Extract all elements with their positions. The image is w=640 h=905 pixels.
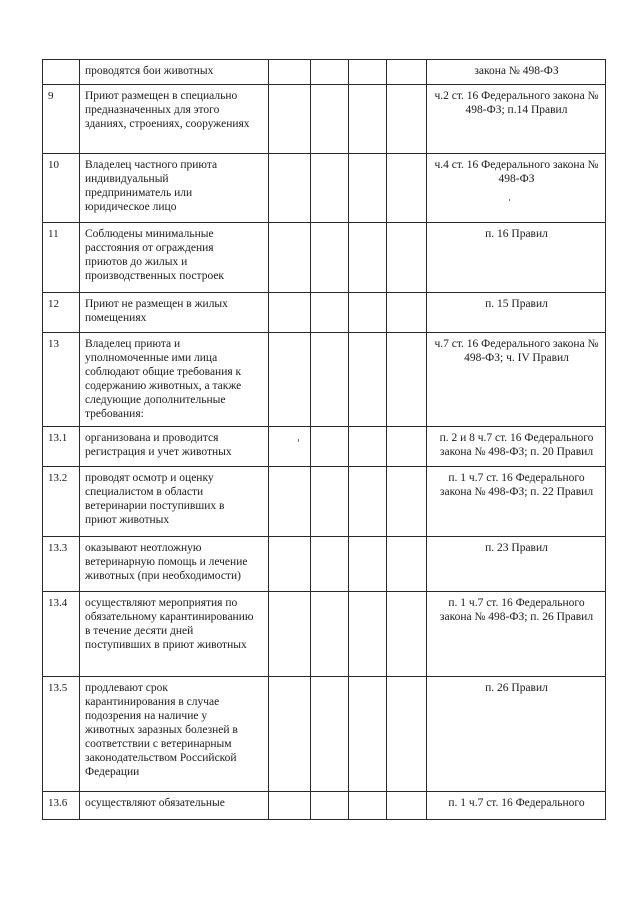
check-no-cell [311, 467, 349, 537]
requirement-cell [80, 85, 269, 154]
table-row [43, 467, 606, 537]
reference-text: п. 1 ч.7 ст. 16 Федерального [448, 797, 585, 809]
reference-text: закона № 498-ФЗ [474, 65, 559, 77]
check-no-cell [311, 223, 349, 293]
check-yes-cell [269, 592, 311, 677]
reference-cell [427, 427, 606, 467]
notes-cell [387, 333, 427, 427]
requirement-text: проводятся бои животных [85, 65, 214, 77]
table-row [43, 85, 606, 154]
row-number: 13.2 [43, 467, 80, 537]
requirement-cell [80, 154, 269, 223]
table-row [43, 333, 606, 427]
row-number: 13.3 [43, 537, 80, 592]
reference-cell [427, 792, 606, 820]
table-row [43, 592, 606, 677]
reference-cell [427, 467, 606, 537]
table-row [43, 677, 606, 792]
check-na-cell [349, 592, 387, 677]
reference-cell [427, 537, 606, 592]
table-row [43, 293, 606, 333]
notes-cell [387, 537, 427, 592]
notes-cell [387, 677, 427, 792]
reference-cell [427, 60, 606, 85]
reference-cell [427, 85, 606, 154]
check-yes-cell [269, 792, 311, 820]
check-yes-cell [269, 154, 311, 223]
notes-cell [387, 293, 427, 333]
requirement-cell [80, 537, 269, 592]
requirement-cell [80, 60, 269, 85]
reference-cell [427, 677, 606, 792]
reference-text: ч.2 ст. 16 Федерального закона № 498-ФЗ; п.14 Правил [434, 90, 599, 116]
check-no-cell [311, 427, 349, 467]
check-na-cell [349, 333, 387, 427]
requirement-cell [80, 467, 269, 537]
check-no-cell [311, 154, 349, 223]
table-row [43, 223, 606, 293]
row-number: 10 [43, 154, 80, 223]
row-number: 13.1 [43, 427, 80, 467]
reference-text: п. 26 Правил [485, 682, 548, 694]
check-yes-cell [269, 85, 311, 154]
check-no-cell [311, 677, 349, 792]
reference-text: ч.4 ст. 16 Федерального закона № 498-ФЗ [434, 159, 599, 185]
reference-text: п. 1 ч.7 ст. 16 Федерального закона № 498-ФЗ; п. 26 Правил [439, 597, 594, 623]
requirement-cell [80, 427, 269, 467]
row-number: 12 [43, 293, 80, 333]
notes-cell [387, 792, 427, 820]
table-row [43, 537, 606, 592]
notes-cell [387, 592, 427, 677]
check-no-cell [311, 60, 349, 85]
reference-text: п. 23 Правил [485, 542, 548, 554]
check-yes-cell [269, 677, 311, 792]
check-yes-cell [269, 293, 311, 333]
reference-cell [427, 223, 606, 293]
check-no-cell [311, 592, 349, 677]
check-na-cell [349, 223, 387, 293]
requirement-cell [80, 333, 269, 427]
check-yes-cell [269, 333, 311, 427]
reference-cell [427, 293, 606, 333]
requirement-cell [80, 592, 269, 677]
requirement-cell [80, 792, 269, 820]
requirement-text: проводят осмотр и оценку специалистом в области ветеринарии поступивших в приют животных [85, 472, 225, 526]
scan-speck [509, 199, 510, 201]
row-number [43, 60, 80, 85]
row-number: 13.5 [43, 677, 80, 792]
requirement-text: продлевают срок карантинирования в случае подозрения на наличие у животных заразных болезней в соответствии с ветеринарным законодательством Российской Федерации [85, 682, 238, 778]
check-na-cell [349, 60, 387, 85]
check-no-cell [311, 85, 349, 154]
notes-cell [387, 427, 427, 467]
check-no-cell [311, 792, 349, 820]
check-no-cell [311, 293, 349, 333]
check-na-cell [349, 792, 387, 820]
notes-cell [387, 154, 427, 223]
requirement-text: Владелец приюта и уполномоченные ими лица соблюдают общие требования к содержанию животных, а также следующие дополнительные требования: [85, 338, 242, 420]
requirement-cell [80, 293, 269, 333]
reference-text: п. 2 и 8 ч.7 ст. 16 Федерального закона № 498-ФЗ; п. 20 Правил [439, 432, 594, 458]
requirement-text: Приют размещен в специально предназначенных для этого зданиях, строениях, сооружениях [85, 90, 250, 130]
check-yes-cell [269, 537, 311, 592]
check-no-cell [311, 333, 349, 427]
table-row [43, 792, 606, 820]
check-na-cell [349, 537, 387, 592]
table-row [43, 427, 606, 467]
requirement-cell [80, 223, 269, 293]
requirement-text: Владелец частного приюта индивидуальный предприниматель или юридическое лицо [85, 159, 218, 213]
row-number: 9 [43, 85, 80, 154]
requirement-text: организована и проводится регистрация и учет животных [85, 432, 232, 458]
table-row [43, 60, 606, 85]
check-no-cell [311, 537, 349, 592]
notes-cell [387, 467, 427, 537]
row-number: 13.4 [43, 592, 80, 677]
table-row [43, 154, 606, 223]
notes-cell [387, 60, 427, 85]
requirement-cell [80, 677, 269, 792]
checklist-table [42, 59, 606, 820]
check-na-cell [349, 154, 387, 223]
check-na-cell [349, 467, 387, 537]
check-yes-cell [269, 60, 311, 85]
requirement-text: осуществляют обязательные [85, 797, 225, 809]
requirement-text: оказывают неотложную ветеринарную помощь и лечение животных (при необходимости) [85, 542, 248, 582]
reference-cell [427, 333, 606, 427]
reference-cell [427, 154, 606, 223]
notes-cell [387, 85, 427, 154]
notes-cell [387, 223, 427, 293]
check-yes-cell [269, 467, 311, 537]
scan-speck [298, 439, 299, 442]
check-na-cell [349, 677, 387, 792]
reference-text: п. 16 Правил [485, 228, 548, 240]
row-number: 13.6 [43, 792, 80, 820]
reference-text: ч.7 ст. 16 Федерального закона № 498-ФЗ; ч. IV Правил [434, 338, 599, 364]
row-number: 13 [43, 333, 80, 427]
row-number: 11 [43, 223, 80, 293]
reference-text: п. 1 ч.7 ст. 16 Федерального закона № 498-ФЗ; п. 22 Правил [439, 472, 594, 498]
reference-cell [427, 592, 606, 677]
reference-text: п. 15 Правил [485, 298, 548, 310]
requirement-text: Приют не размещен в жилых помещениях [85, 298, 228, 324]
check-yes-cell [269, 427, 311, 467]
check-na-cell [349, 85, 387, 154]
check-na-cell [349, 427, 387, 467]
requirement-text: осуществляют мероприятия по обязательному карантинированию в течение десяти дней поступивших в приют животных [85, 597, 254, 651]
check-yes-cell [269, 223, 311, 293]
requirement-text: Соблюдены минимальные расстояния от ограждения приютов до жилых и производственных построек [85, 228, 225, 282]
check-na-cell [349, 293, 387, 333]
